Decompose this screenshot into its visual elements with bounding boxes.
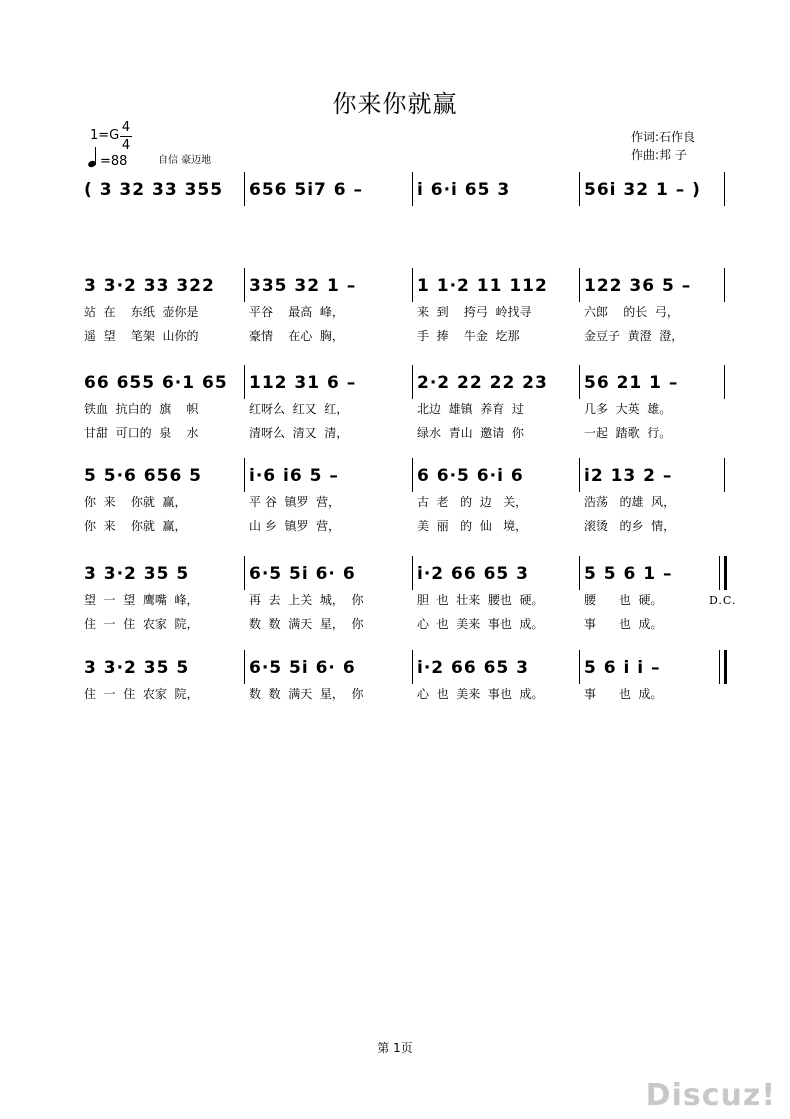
lyric-verse-1: 站 在 东纸 壶你是 [84,305,199,319]
lyric-verse-1: 胆 也 壮来 腰也 硬。 [417,593,544,607]
final-barline [724,650,727,684]
tempo-value: =88 [100,154,128,169]
measure-notes: 5 5 6 1 – [584,564,673,584]
measure-notes: 5 6 i i – [584,658,661,678]
lyric-verse-1: 你 来 你就 赢， [84,495,187,509]
barline [244,365,245,399]
lyric-verse-1: 铁血 抗白的 旗 帜 [84,402,199,416]
barline [579,458,580,492]
measure-notes: i·2 66 65 3 [417,658,530,678]
lyric-verse-1: 古 老 的 边 关， [417,495,528,509]
measure-notes: 112 31 6 – [249,373,357,393]
lyric-verse-1: 平 谷 镇罗 营， [249,495,341,509]
lyric-verse-1: 几多 大英 雄。 [584,402,672,416]
barline [244,458,245,492]
measure-notes: 3 3·2 35 5 [84,564,190,584]
barline [412,365,413,399]
lyric-verse-1: 住 一 住 农家 院， [84,687,199,701]
lyric-verse-1: 六郎 的长 弓， [584,305,679,319]
lyric-verse-1: 再 去 上关 城， 你 [249,593,364,607]
measure-notes: 122 36 5 – [584,276,692,296]
lyric-verse-2: 心 也 美来 事也 成。 [417,617,544,631]
credits [631,128,695,164]
barline [719,650,720,684]
lyric-verse-1: 腰 也 硬。 [584,593,663,607]
score-system [84,276,734,343]
barline [719,556,720,590]
lyric-verse-2: 豪情 在心 胸， [249,329,344,343]
lyric-verse-2: 山 乡 镇罗 营， [249,519,341,533]
lyric-verse-2: 滚烫 的乡 情， [584,519,676,533]
lyric-verse-2: 清呀么 清又 清， [249,426,349,440]
measure-notes: 335 32 1 – [249,276,357,296]
lyric-verse-1: 红呀么 红又 红， [249,402,349,416]
score-system [84,180,734,206]
barline [579,556,580,590]
lyric-verse-1: 浩荡 的雄 风， [584,495,676,509]
measure-notes: 6·5 5i 6· 6 [249,564,356,584]
barline [412,268,413,302]
lyric-verse-2: 绿水 青山 邀请 你 [417,426,524,440]
barline [244,556,245,590]
measure-notes: 3 3·2 35 5 [84,658,190,678]
expression-marking: 自信 豪迈地 [158,155,212,166]
barline [724,365,725,399]
lyricist-credit: 作词:石作良 [631,130,696,144]
measure-notes: 6 6·5 6·i 6 [417,466,524,486]
measure-notes: i·2 66 65 3 [417,564,530,584]
lyric-verse-1: 心 也 美来 事也 成。 [417,687,544,701]
measure-notes: i·6 i6 5 – [249,466,339,486]
lyric-verse-1: 平谷 最高 峰， [249,305,344,319]
score-system [84,466,734,533]
final-barline [724,556,727,590]
barline [244,650,245,684]
score-system [84,564,737,631]
lyric-verse-2: 手 捧 牛金 圪那 [417,329,520,343]
lyric-verse-2: 美 丽 的 仙 境， [417,519,528,533]
measure-notes: 3 3·2 33 322 [84,276,215,296]
lyric-verse-1: 事 也 成。 [584,687,663,701]
notes-row [84,658,734,684]
measure-notes: 66 655 6·1 65 [84,373,228,393]
barline [412,650,413,684]
measure-notes: 56i 32 1 – ) [584,180,701,200]
composer-credit: 作曲:邦 子 [631,148,687,162]
lyric-verse-2: 事 也 成。 [584,617,663,631]
measure-notes: i2 13 2 – [584,466,673,486]
measure-notes: 1 1·2 11 112 [417,276,548,296]
lyric-verse-1: 望 一 望 鹰嘴 峰， [84,593,199,607]
watermark-logo: Discuz! [645,1078,776,1113]
time-sig-bottom: 4 [121,138,131,153]
lyric-verse-2: 住 一 住 农家 院， [84,617,199,631]
barline [244,172,245,206]
tempo-marking [88,147,127,169]
song-title: 你来你就赢 [332,90,458,118]
barline [244,268,245,302]
score-system [84,373,734,440]
lyric-verse-2: 遥 望 笔架 山你的 [84,329,199,343]
lyric-verse-1: 北边 雄镇 养育 过 [417,402,524,416]
lyric-verse-1: 来 到 挎弓 岭找寻 [417,305,532,319]
lyric-verse-1: 数 数 满天 星， 你 [249,687,364,701]
barline [724,268,725,302]
page-number: 第 1页 [377,1041,413,1055]
measure-notes: 2·2 22 22 23 [417,373,548,393]
barline [579,650,580,684]
measure-notes: i 6·i 65 3 [417,180,511,200]
barline [412,556,413,590]
lyric-verse-2: 你 来 你就 赢， [84,519,187,533]
notes-row [84,373,734,399]
barline [724,458,725,492]
key-signature: 1=G [90,128,120,143]
measure-notes: 656 5i7 6 – [249,180,364,200]
barline [579,172,580,206]
lyric-verse-2: 一起 踏歌 行。 [584,426,672,440]
lyric-verse-2: 数 数 满天 星， 你 [249,617,364,631]
notes-row [84,564,734,590]
quarter-note-icon [88,147,98,169]
lyric-verse-2: 金豆子 黄澄 澄， [584,329,684,343]
barline [412,172,413,206]
measure-notes: ( 3 32 33 355 [84,180,224,200]
barline [579,365,580,399]
lyric-verse-2: 甘甜 可口的 泉 水 [84,426,199,440]
measure-notes: 6·5 5i 6· 6 [249,658,356,678]
da-capo-marking: D.C. [709,594,737,607]
notes-row [84,466,734,492]
final-barline [724,172,725,206]
notes-row [84,180,734,206]
notes-row [84,276,734,302]
score-system [84,658,734,701]
measure-notes: 5 5·6 656 5 [84,466,203,486]
barline [412,458,413,492]
time-sig-top: 4 [121,120,131,135]
measure-notes: 56 21 1 – [584,373,679,393]
barline [579,268,580,302]
